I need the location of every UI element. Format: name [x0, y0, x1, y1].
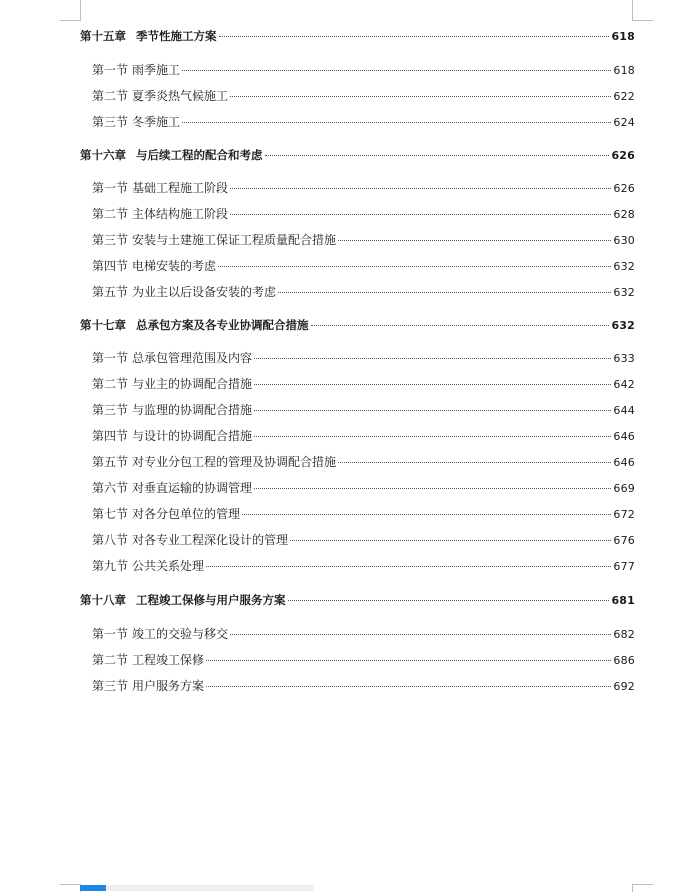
dot-leader	[254, 436, 611, 437]
chapter-title: 季节性施工方案	[136, 29, 217, 43]
chapter-title: 工程竣工保修与用户服务方案	[136, 593, 286, 607]
page-number: 682	[613, 628, 635, 641]
dot-leader	[218, 266, 611, 267]
page-number: 632	[613, 286, 635, 299]
section-title: 与监理的协调配合措施	[132, 403, 253, 417]
toc-section-row[interactable]	[80, 258, 635, 274]
dot-leader	[230, 634, 611, 635]
toc-section-row[interactable]	[80, 206, 635, 222]
page-number: 624	[613, 116, 635, 129]
section-title: 对专业分包工程的管理及协调配合措施	[132, 455, 337, 469]
dot-leader	[230, 96, 611, 97]
section-title: 夏季炎热气候施工	[132, 89, 229, 103]
dot-leader	[254, 358, 611, 359]
toc-section-row[interactable]	[80, 506, 635, 522]
section-title: 雨季施工	[132, 63, 181, 77]
dot-leader	[338, 462, 611, 463]
dot-leader	[230, 188, 611, 189]
toc-section-row[interactable]	[80, 180, 635, 196]
page-number: 646	[613, 456, 635, 469]
section-number: 第三节	[92, 679, 129, 693]
toc-chapter-row[interactable]	[80, 317, 635, 333]
dot-leader	[182, 122, 611, 123]
toc-section-row[interactable]	[80, 428, 635, 444]
section-number: 第二节	[92, 653, 129, 667]
chapter-number: 第十六章	[80, 148, 126, 162]
page-number: 642	[613, 378, 635, 391]
toc-chapter-row[interactable]	[80, 592, 635, 608]
section-title: 基础工程施工阶段	[132, 181, 229, 195]
toc-section-row[interactable]	[80, 402, 635, 418]
section-number: 第一节	[92, 181, 129, 195]
dot-leader	[254, 410, 611, 411]
chapter-title: 总承包方案及各专业协调配合措施	[136, 318, 309, 332]
section-number: 第五节	[92, 455, 129, 469]
section-title: 对垂直运输的协调管理	[132, 481, 253, 495]
toc-chapter-row[interactable]	[80, 28, 635, 44]
page-number: 692	[613, 680, 635, 693]
page-number: 677	[613, 560, 635, 573]
section-number: 第六节	[92, 481, 129, 495]
crop-mark-top-right	[632, 0, 653, 21]
chapter-number: 第十五章	[80, 29, 126, 43]
section-number: 第九节	[92, 559, 129, 573]
dot-leader	[338, 240, 611, 241]
toc-section-row[interactable]	[80, 678, 635, 694]
dot-leader	[206, 686, 611, 687]
page-number: 628	[613, 208, 635, 221]
page-number: 681	[611, 594, 635, 607]
page-number: 632	[613, 260, 635, 273]
crop-mark-top-left	[60, 0, 81, 21]
section-number: 第二节	[92, 89, 129, 103]
toc-section-row[interactable]	[80, 284, 635, 300]
section-title: 对各专业工程深化设计的管理	[132, 533, 289, 547]
toc-section-row[interactable]	[80, 62, 635, 78]
dot-leader	[206, 566, 611, 567]
page-number: 669	[613, 482, 635, 495]
section-number: 第八节	[92, 533, 129, 547]
section-number: 第五节	[92, 285, 129, 299]
section-title: 与设计的协调配合措施	[132, 429, 253, 443]
dot-leader	[242, 514, 611, 515]
section-title: 安装与土建施工保证工程质量配合措施	[132, 233, 337, 247]
section-title: 为业主以后设备安装的考虑	[132, 285, 277, 299]
toc-section-row[interactable]	[80, 558, 635, 574]
next-page-highlight	[80, 885, 106, 891]
section-number: 第一节	[92, 627, 129, 641]
dot-leader	[254, 384, 611, 385]
dot-leader	[230, 214, 611, 215]
section-title: 总承包管理范围及内容	[132, 351, 253, 365]
section-number: 第四节	[92, 259, 129, 273]
page-number: 686	[613, 654, 635, 667]
page-number: 622	[613, 90, 635, 103]
page-number: 672	[613, 508, 635, 521]
toc-section-row[interactable]	[80, 232, 635, 248]
section-number: 第七节	[92, 507, 129, 521]
next-page-fragment	[80, 885, 314, 891]
toc-section-row[interactable]	[80, 480, 635, 496]
section-title: 主体结构施工阶段	[132, 207, 229, 221]
toc-section-row[interactable]	[80, 350, 635, 366]
chapter-number: 第十八章	[80, 593, 126, 607]
dot-leader	[311, 325, 610, 326]
section-number: 第三节	[92, 233, 129, 247]
dot-leader	[206, 660, 611, 661]
section-title: 冬季施工	[132, 115, 181, 129]
toc-section-row[interactable]	[80, 652, 635, 668]
section-number: 第二节	[92, 207, 129, 221]
toc-section-row[interactable]	[80, 114, 635, 130]
dot-leader	[265, 155, 610, 156]
section-title: 工程竣工保修	[132, 653, 205, 667]
page-number: 626	[613, 182, 635, 195]
toc-section-row[interactable]	[80, 376, 635, 392]
dot-leader	[182, 70, 611, 71]
section-number: 第一节	[92, 351, 129, 365]
section-title: 公共关系处理	[132, 559, 205, 573]
chapter-number: 第十七章	[80, 318, 126, 332]
section-title: 用户服务方案	[132, 679, 205, 693]
dot-leader	[290, 540, 611, 541]
section-number: 第三节	[92, 115, 129, 129]
page-number: 632	[611, 319, 635, 332]
section-number: 第四节	[92, 429, 129, 443]
section-title: 与业主的协调配合措施	[132, 377, 253, 391]
dot-leader	[219, 36, 610, 37]
dot-leader	[278, 292, 611, 293]
page-number: 618	[611, 30, 635, 43]
page-number: 630	[613, 234, 635, 247]
section-number: 第二节	[92, 377, 129, 391]
section-title: 竣工的交验与移交	[132, 627, 229, 641]
page-number: 644	[613, 404, 635, 417]
toc-section-row[interactable]	[80, 532, 635, 548]
page-number: 633	[613, 352, 635, 365]
page-number: 676	[613, 534, 635, 547]
dot-leader	[254, 488, 611, 489]
toc-section-row[interactable]	[80, 454, 635, 470]
section-number: 第三节	[92, 403, 129, 417]
section-number: 第一节	[92, 63, 129, 77]
toc-chapter-row[interactable]	[80, 147, 635, 163]
page-number: 618	[613, 64, 635, 77]
section-title: 电梯安装的考虑	[132, 259, 217, 273]
page-number: 626	[611, 149, 635, 162]
toc-section-row[interactable]	[80, 88, 635, 104]
dot-leader	[288, 600, 610, 601]
chapter-title: 与后续工程的配合和考虑	[136, 148, 263, 162]
page-number: 646	[613, 430, 635, 443]
section-title: 对各分包单位的管理	[132, 507, 241, 521]
toc-section-row[interactable]	[80, 626, 635, 642]
